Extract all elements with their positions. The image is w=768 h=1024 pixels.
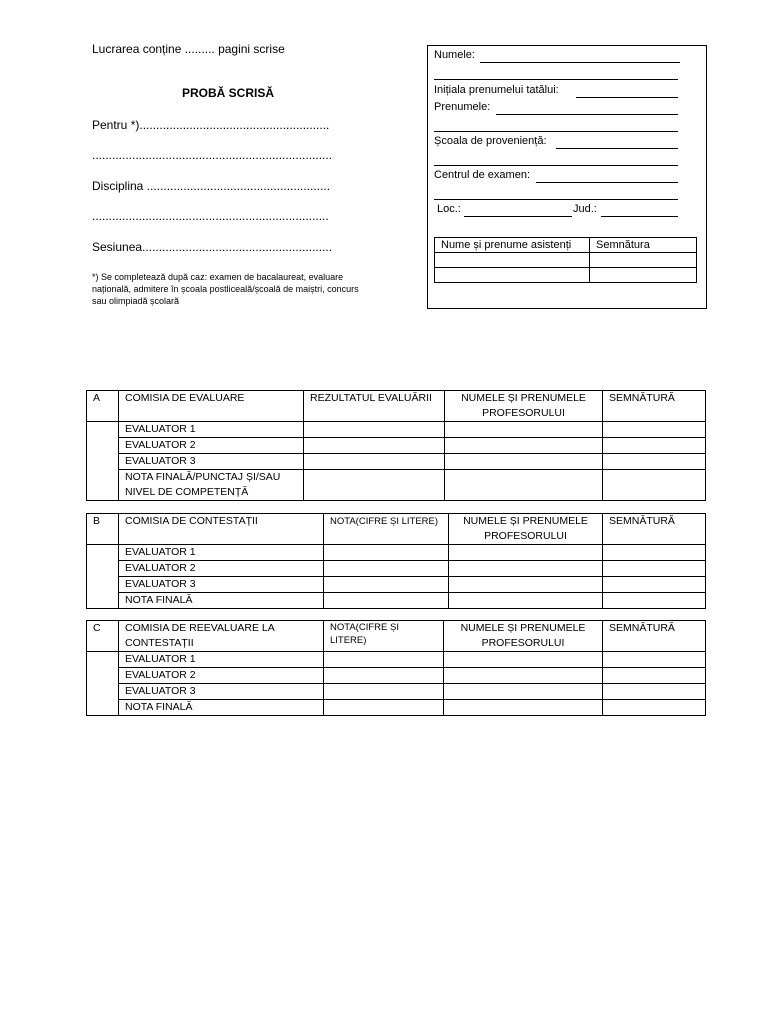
jud-label: Jud.: [573, 203, 597, 215]
grade-cell[interactable] [324, 700, 444, 716]
signature-cell[interactable] [603, 684, 706, 700]
teacher-name-cell[interactable] [445, 470, 603, 501]
header-numele-profesorului: NUMELE ȘI PRENUMELE PROFESORULUI [449, 514, 603, 545]
pentru-field[interactable]: Pentru *)......................................................... [92, 118, 330, 132]
row-label: EVALUATOR 3 [119, 684, 324, 700]
teacher-name-cell[interactable] [445, 454, 603, 470]
signature-cell[interactable] [603, 454, 706, 470]
jud-input-line[interactable] [601, 216, 678, 217]
teacher-name-cell[interactable] [445, 438, 603, 454]
assistants-name-header: Nume și prenume asistenți [435, 238, 590, 253]
scoala-input-line[interactable] [556, 148, 678, 149]
grade-cell[interactable] [324, 593, 449, 609]
centrul-label: Centrul de examen: [434, 169, 530, 181]
disciplina-field[interactable]: Disciplina ....................................................... [92, 179, 331, 193]
centrul-input-line-2[interactable] [434, 199, 678, 200]
result-cell[interactable] [304, 454, 445, 470]
teacher-name-cell[interactable] [449, 561, 603, 577]
teacher-name-cell[interactable] [444, 668, 603, 684]
row-label: EVALUATOR 2 [119, 668, 324, 684]
numele-label: Numele: [434, 49, 475, 61]
row-label: EVALUATOR 2 [119, 561, 324, 577]
numele-input-line[interactable] [480, 62, 680, 63]
teacher-name-cell[interactable] [445, 422, 603, 438]
row-label: EVALUATOR 1 [119, 652, 324, 668]
header-numele-profesorului: NUMELE ȘI PRENUMELE PROFESORULUI [445, 391, 603, 422]
row-label: EVALUATOR 1 [119, 545, 324, 561]
signature-cell[interactable] [603, 668, 706, 684]
loc-label: Loc.: [437, 203, 461, 215]
sesiunea-field[interactable]: Sesiunea......................................................... [92, 240, 333, 254]
section-letter: C [87, 621, 119, 652]
header-numele-profesorului: NUMELE ȘI PRENUMELE PROFESORULUI [444, 621, 603, 652]
signature-cell[interactable] [603, 652, 706, 668]
grade-cell[interactable] [324, 577, 449, 593]
scoala-label: Școala de proveniență: [434, 135, 547, 147]
prenumele-input-line-2[interactable] [434, 131, 678, 132]
prenumele-label: Prenumele: [434, 101, 491, 113]
row-label: EVALUATOR 1 [119, 422, 304, 438]
header-nota: NOTA(CIFRE ȘI LITERE) [324, 621, 444, 652]
row-label: EVALUATOR 3 [119, 577, 324, 593]
signature-cell[interactable] [603, 545, 706, 561]
candidate-identification-box [427, 45, 707, 309]
reevaluation-table-c [86, 620, 706, 716]
grade-cell[interactable] [324, 561, 449, 577]
assistant-name-cell[interactable] [435, 268, 590, 283]
header-semnatura: SEMNĂTURĂ [603, 514, 706, 545]
row-label: EVALUATOR 2 [119, 438, 304, 454]
signature-cell[interactable] [603, 422, 706, 438]
initiala-label: Inițiala prenumelui tatălui: [434, 84, 559, 96]
teacher-name-cell[interactable] [449, 545, 603, 561]
initiala-input-line[interactable] [576, 97, 678, 98]
pages-count-line: Lucrarea conține ......... pagini scrise [92, 42, 285, 56]
result-cell[interactable] [304, 438, 445, 454]
row-label: NOTA FINALĂ/PUNCTAJ ȘI/SAU NIVEL DE COMPETENȚĂ [119, 470, 304, 501]
contestation-table-b [86, 513, 706, 609]
result-cell[interactable] [304, 470, 445, 501]
header-nota: NOTA(CIFRE ȘI LITERE) [324, 514, 449, 545]
teacher-name-cell[interactable] [449, 577, 603, 593]
header-semnatura: SEMNĂTURĂ [603, 621, 706, 652]
exam-title: PROBĂ SCRISĂ [182, 86, 275, 100]
row-label: NOTA FINALĂ [119, 593, 324, 609]
assistants-table [434, 237, 697, 283]
scoala-input-line-2[interactable] [434, 165, 678, 166]
evaluation-table-a [86, 390, 706, 501]
pentru-continuation-line[interactable]: ........................................................................ [92, 148, 333, 162]
grade-cell[interactable] [324, 684, 444, 700]
grade-cell[interactable] [324, 652, 444, 668]
prenumele-input-line[interactable] [496, 114, 678, 115]
centrul-input-line[interactable] [536, 182, 678, 183]
header-semnatura: SEMNĂTURĂ [603, 391, 706, 422]
signature-cell[interactable] [603, 700, 706, 716]
disciplina-continuation-line[interactable]: ....................................................................... [92, 209, 329, 223]
row-label: NOTA FINALĂ [119, 700, 324, 716]
assistant-name-cell[interactable] [435, 253, 590, 268]
assistants-signature-header: Semnătura [590, 238, 697, 253]
teacher-name-cell[interactable] [444, 684, 603, 700]
signature-cell[interactable] [603, 593, 706, 609]
loc-input-line[interactable] [464, 216, 572, 217]
signature-cell[interactable] [603, 470, 706, 501]
grade-cell[interactable] [324, 668, 444, 684]
signature-cell[interactable] [603, 561, 706, 577]
assistant-signature-cell[interactable] [590, 253, 697, 268]
row-label: EVALUATOR 3 [119, 454, 304, 470]
signature-cell[interactable] [603, 438, 706, 454]
signature-cell[interactable] [603, 577, 706, 593]
assistant-signature-cell[interactable] [590, 268, 697, 283]
result-cell[interactable] [304, 422, 445, 438]
header-comisia-contestatii: COMISIA DE CONTESTAȚII [119, 514, 324, 545]
header-comisia-evaluare: COMISIA DE EVALUARE [119, 391, 304, 422]
header-comisia-reevaluare: COMISIA DE REEVALUARE LA CONTESTAȚII [119, 621, 324, 652]
header-rezultatul-evaluarii: REZULTATUL EVALUĂRII [304, 391, 445, 422]
footnote: *) Se completează după caz: examen de bacalaureat, evaluare națională, admitere în școala postliceală/școală de maiștri, concurs sau olimpiadă școlară [92, 272, 359, 306]
numele-input-line-2[interactable] [434, 79, 678, 80]
teacher-name-cell[interactable] [449, 593, 603, 609]
section-letter: B [87, 514, 119, 545]
section-letter: A [87, 391, 119, 422]
teacher-name-cell[interactable] [444, 652, 603, 668]
grade-cell[interactable] [324, 545, 449, 561]
teacher-name-cell[interactable] [444, 700, 603, 716]
